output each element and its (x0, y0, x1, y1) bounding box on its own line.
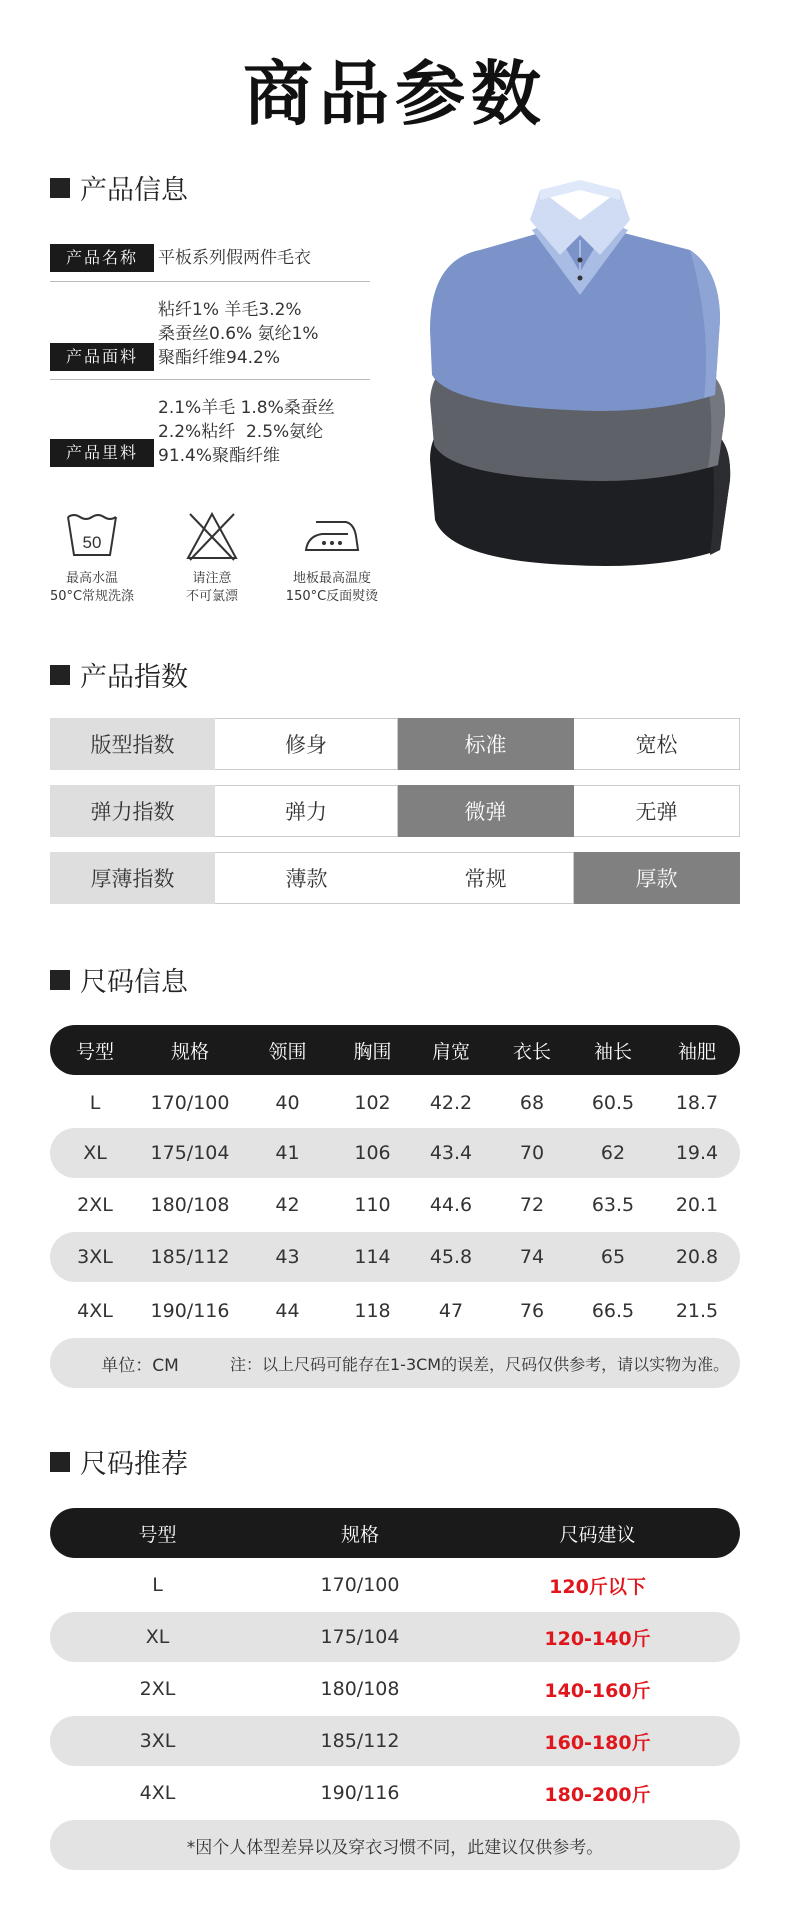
info-value: 平板系列假两件毛衣 (158, 248, 311, 268)
section-title: 产品指数 (80, 662, 188, 693)
column-header: 肩宽 (431, 1040, 470, 1063)
section-square-icon (50, 178, 70, 198)
section-product-index (50, 655, 188, 694)
table-cell: 110 (354, 1194, 391, 1216)
table-cell: 44 (275, 1300, 300, 1322)
index-label: 厚薄指数 (50, 852, 215, 904)
info-label: 产品名称 (50, 244, 154, 272)
index-row-fit (50, 718, 740, 770)
info-value: 粘纤1% 羊毛3.2% 桑蚕丝0.6% 氨纶1% 聚酯纤维94.2% (158, 300, 319, 368)
care-text: 请注意 (192, 571, 232, 586)
index-option: 修身 (215, 718, 398, 770)
table-cell: 21.5 (675, 1300, 719, 1322)
column-header: 袖肥 (677, 1040, 716, 1063)
table-cell: 72 (519, 1194, 545, 1216)
column-header: 领围 (268, 1040, 307, 1063)
table-cell: 20.1 (675, 1194, 719, 1216)
product-image (420, 160, 740, 580)
table-cell: 42 (275, 1194, 300, 1216)
index-option: 常规 (398, 852, 574, 904)
page-title: 商品参数 (243, 53, 547, 135)
table-cell: 3XL (77, 1246, 113, 1268)
index-label: 版型指数 (50, 718, 215, 770)
table-cell: 44.6 (429, 1194, 473, 1216)
section-size-info (50, 960, 188, 999)
index-option-selected: 厚款 (574, 852, 740, 904)
table-cell: 175/104 (150, 1142, 230, 1164)
weight-recommendation: 140-160斤 (544, 1679, 651, 1702)
section-size-recommend (50, 1442, 188, 1481)
table-cell: 60.5 (591, 1092, 635, 1114)
table-cell: 106 (354, 1142, 391, 1164)
table-cell: 4XL (139, 1782, 176, 1804)
section-square-icon (50, 1452, 70, 1472)
table-cell: 45.8 (429, 1246, 473, 1268)
table-cell: 2XL (139, 1678, 176, 1700)
table-cell: 65 (600, 1246, 626, 1268)
table-cell: 63.5 (591, 1194, 635, 1216)
table-cell: 42.2 (429, 1092, 473, 1114)
table-row (50, 1768, 740, 1818)
table-cell: 118 (354, 1300, 391, 1322)
table-row (50, 1180, 740, 1230)
table-cell: 185/112 (320, 1730, 400, 1752)
iron-icon (277, 508, 387, 564)
care-text: 150°C反面熨烫 (285, 589, 379, 604)
table-row (50, 1232, 740, 1282)
table-row (50, 1128, 740, 1178)
table-row (50, 1078, 740, 1128)
table-cell: 40 (275, 1092, 300, 1114)
index-option: 弹力 (215, 785, 398, 837)
column-header: 规格 (170, 1040, 209, 1063)
column-header: 胸围 (353, 1040, 392, 1063)
table-cell: 47 (438, 1300, 464, 1322)
index-option: 无弹 (574, 785, 740, 837)
table-row (50, 1612, 740, 1662)
table-cell: 114 (354, 1246, 391, 1268)
table-cell: 4XL (77, 1300, 113, 1322)
info-label: 产品里料 (50, 439, 154, 467)
info-row-fabric (50, 298, 370, 380)
size-note (50, 1338, 740, 1388)
section-square-icon (50, 970, 70, 990)
column-header: 尺码建议 (559, 1523, 636, 1546)
table-cell: 20.8 (675, 1246, 719, 1268)
column-header: 衣长 (512, 1040, 551, 1063)
index-option: 宽松 (574, 718, 740, 770)
size-table-header (50, 1025, 740, 1075)
size-disclaimer: 注：以上尺码可能存在1-3CM的误差，尺码仅供参考，请以实物为准。 (230, 1354, 730, 1374)
svg-text:50: 50 (82, 533, 102, 552)
table-cell: 76 (519, 1300, 545, 1322)
index-row-thickness (50, 852, 740, 904)
table-row (50, 1664, 740, 1714)
weight-recommendation: 120-140斤 (544, 1627, 651, 1650)
recommend-table-header (50, 1508, 740, 1558)
care-text: 最高水温 (65, 571, 118, 586)
info-label: 产品面料 (50, 343, 154, 371)
unit-label: 单位：CM (101, 1355, 179, 1376)
table-cell: XL (145, 1626, 170, 1648)
weight-recommendation: 180-200斤 (544, 1783, 651, 1806)
section-title: 尺码推荐 (80, 1449, 188, 1480)
care-iron (277, 508, 387, 606)
table-cell: 102 (354, 1092, 391, 1114)
column-header: 号型 (75, 1040, 114, 1063)
section-product-info (50, 168, 188, 207)
index-option-selected: 标准 (398, 718, 574, 770)
column-header: 袖长 (593, 1040, 632, 1063)
table-row (50, 1286, 740, 1336)
section-title: 尺码信息 (80, 967, 188, 998)
table-cell: 68 (519, 1092, 545, 1114)
info-row-name (50, 240, 370, 282)
index-label: 弹力指数 (50, 785, 215, 837)
table-row (50, 1716, 740, 1766)
table-cell: 180/108 (150, 1194, 230, 1216)
index-row-elastic (50, 785, 740, 837)
table-cell: 19.4 (675, 1142, 719, 1164)
index-option-selected: 微弹 (398, 785, 574, 837)
table-cell: 18.7 (675, 1092, 719, 1114)
care-text: 地板最高温度 (292, 571, 371, 586)
index-option: 薄款 (215, 852, 398, 904)
table-cell: L (152, 1574, 163, 1596)
table-cell: 3XL (139, 1730, 176, 1752)
info-row-lining (50, 396, 370, 478)
care-wash (37, 508, 147, 606)
table-cell: 2XL (77, 1194, 113, 1216)
table-row (50, 1560, 740, 1610)
table-cell: 41 (275, 1142, 300, 1164)
table-cell: 190/116 (150, 1300, 230, 1322)
column-header: 号型 (138, 1523, 177, 1546)
weight-recommendation: 120斤以下 (549, 1575, 646, 1598)
table-cell: 74 (519, 1246, 545, 1268)
column-header: 规格 (340, 1523, 379, 1546)
table-cell: 43 (275, 1246, 300, 1268)
table-cell: 185/112 (150, 1246, 230, 1268)
care-text: 不可氯漂 (185, 589, 238, 604)
table-cell: 170/100 (320, 1574, 400, 1596)
wash-50-icon (37, 508, 147, 564)
no-bleach-icon (157, 508, 267, 564)
table-cell: 190/116 (320, 1782, 400, 1804)
table-cell: 70 (519, 1142, 545, 1164)
table-cell: 175/104 (320, 1626, 400, 1648)
section-title: 产品信息 (80, 175, 188, 206)
info-value: 2.1%羊毛 1.8%桑蚕丝 2.2%粘纤 2.5%氨纶 91.4%聚酯纤维 (158, 398, 335, 466)
table-cell: L (89, 1092, 101, 1114)
section-square-icon (50, 665, 70, 685)
table-cell: 170/100 (150, 1092, 230, 1114)
weight-recommendation: 160-180斤 (544, 1731, 651, 1754)
table-cell: 180/108 (320, 1678, 400, 1700)
table-cell: 43.4 (429, 1142, 473, 1164)
table-cell: 66.5 (591, 1300, 635, 1322)
care-text: 50°C常规洗涤 (49, 589, 135, 604)
care-bleach (157, 508, 267, 606)
table-cell: 62 (600, 1142, 626, 1164)
table-cell: XL (83, 1142, 107, 1164)
recommend-note: *因个人体型差异以及穿衣习惯不同，此建议仅供参考。 (186, 1837, 604, 1858)
